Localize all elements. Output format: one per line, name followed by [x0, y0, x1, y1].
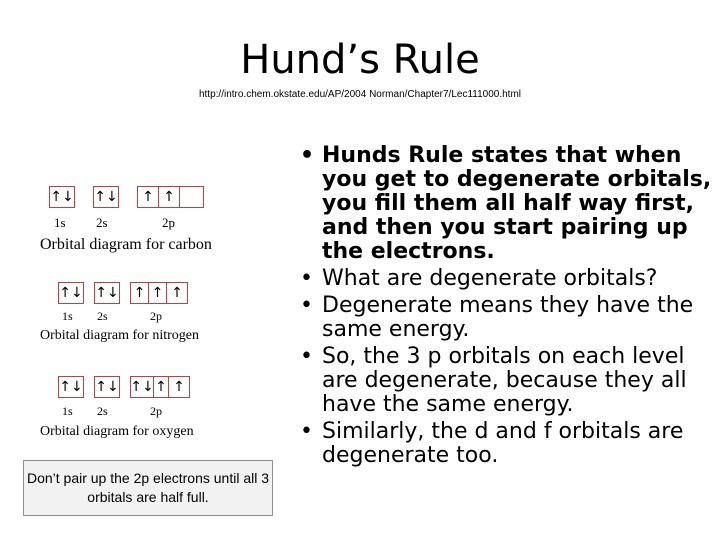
orbital-box-2p-2: ↑: [153, 376, 169, 398]
orbital-box-2s: ↑↓: [93, 186, 119, 208]
carbon-caption: Orbital diagram for carbon: [40, 236, 212, 253]
label-1s: 1s: [62, 404, 73, 418]
bullet-item: [298, 294, 712, 342]
orbital-box-2s: ↑↓: [94, 376, 120, 398]
label-1s: 1s: [62, 309, 73, 323]
oxygen-caption: Orbital diagram for oxygen: [40, 424, 194, 439]
orbital-box-1s: ↑↓: [58, 376, 84, 398]
orbital-box-2p-1: ↑: [130, 282, 149, 304]
orbital-box-2p-2: ↑: [148, 282, 167, 304]
bullet-list: [298, 144, 712, 471]
label-2s: 2s: [97, 404, 108, 418]
orbital-box-2s: ↑↓: [94, 282, 120, 304]
bullet-text: Hunds Rule states that when you get to degenerate orbitals, you fill them all half way first, and then you start pairing up the electrons.: [322, 143, 712, 264]
bullet-text: Similarly, the d and f orbitals are degenerate too.: [322, 419, 684, 468]
bullet-item: [298, 345, 712, 417]
orbital-box-2p-1: ↑: [137, 186, 159, 208]
bullet-item: [298, 420, 712, 468]
orbital-box-1s: ↑↓: [49, 186, 75, 208]
orbital-box-2p-3: [179, 186, 204, 208]
note-box: [23, 460, 273, 516]
note-text: Don’t pair up the 2p electrons until all 3 orbitals are half full.: [26, 470, 270, 505]
label-2p: 2p: [162, 215, 175, 230]
label-2s: 2s: [96, 215, 108, 230]
bullet-item: [298, 144, 712, 264]
orbital-box-2p-2: ↑: [158, 186, 180, 208]
bullet-marker: •: [300, 293, 313, 318]
orbital-box-2p-1: ↑↓: [130, 376, 154, 398]
label-2s: 2s: [97, 309, 108, 323]
bullet-text: So, the 3 p orbitals on each level are degenerate, because they all have the same energy.: [322, 344, 687, 417]
source-url[interactable]: http://intro.chem.okstate.edu/AP/2004 Norman/Chapter7/Lec111000.html: [198, 89, 522, 100]
oxygen-orbital-diagram: [0, 374, 300, 454]
label-2p: 2p: [150, 309, 162, 323]
bullet-marker: •: [300, 266, 313, 291]
bullet-marker: •: [300, 419, 313, 444]
slide-title: Hund’s Rule: [240, 37, 480, 83]
carbon-orbital-diagram: [0, 182, 300, 262]
bullet-text: What are degenerate orbitals?: [322, 266, 658, 291]
bullet-item: [298, 267, 712, 291]
bullet-marker: •: [300, 143, 315, 168]
bullet-text: Degenerate means they have the same energy.: [322, 293, 694, 342]
bullet-marker: •: [300, 344, 313, 369]
label-1s: 1s: [54, 215, 66, 230]
orbital-box-2p-3: ↑: [168, 376, 190, 398]
orbital-box-1s: ↑↓: [58, 282, 84, 304]
orbital-box-2p-3: ↑: [166, 282, 188, 304]
label-2p: 2p: [150, 404, 162, 418]
nitrogen-orbital-diagram: [0, 278, 300, 358]
nitrogen-caption: Orbital diagram for nitrogen: [40, 328, 200, 343]
